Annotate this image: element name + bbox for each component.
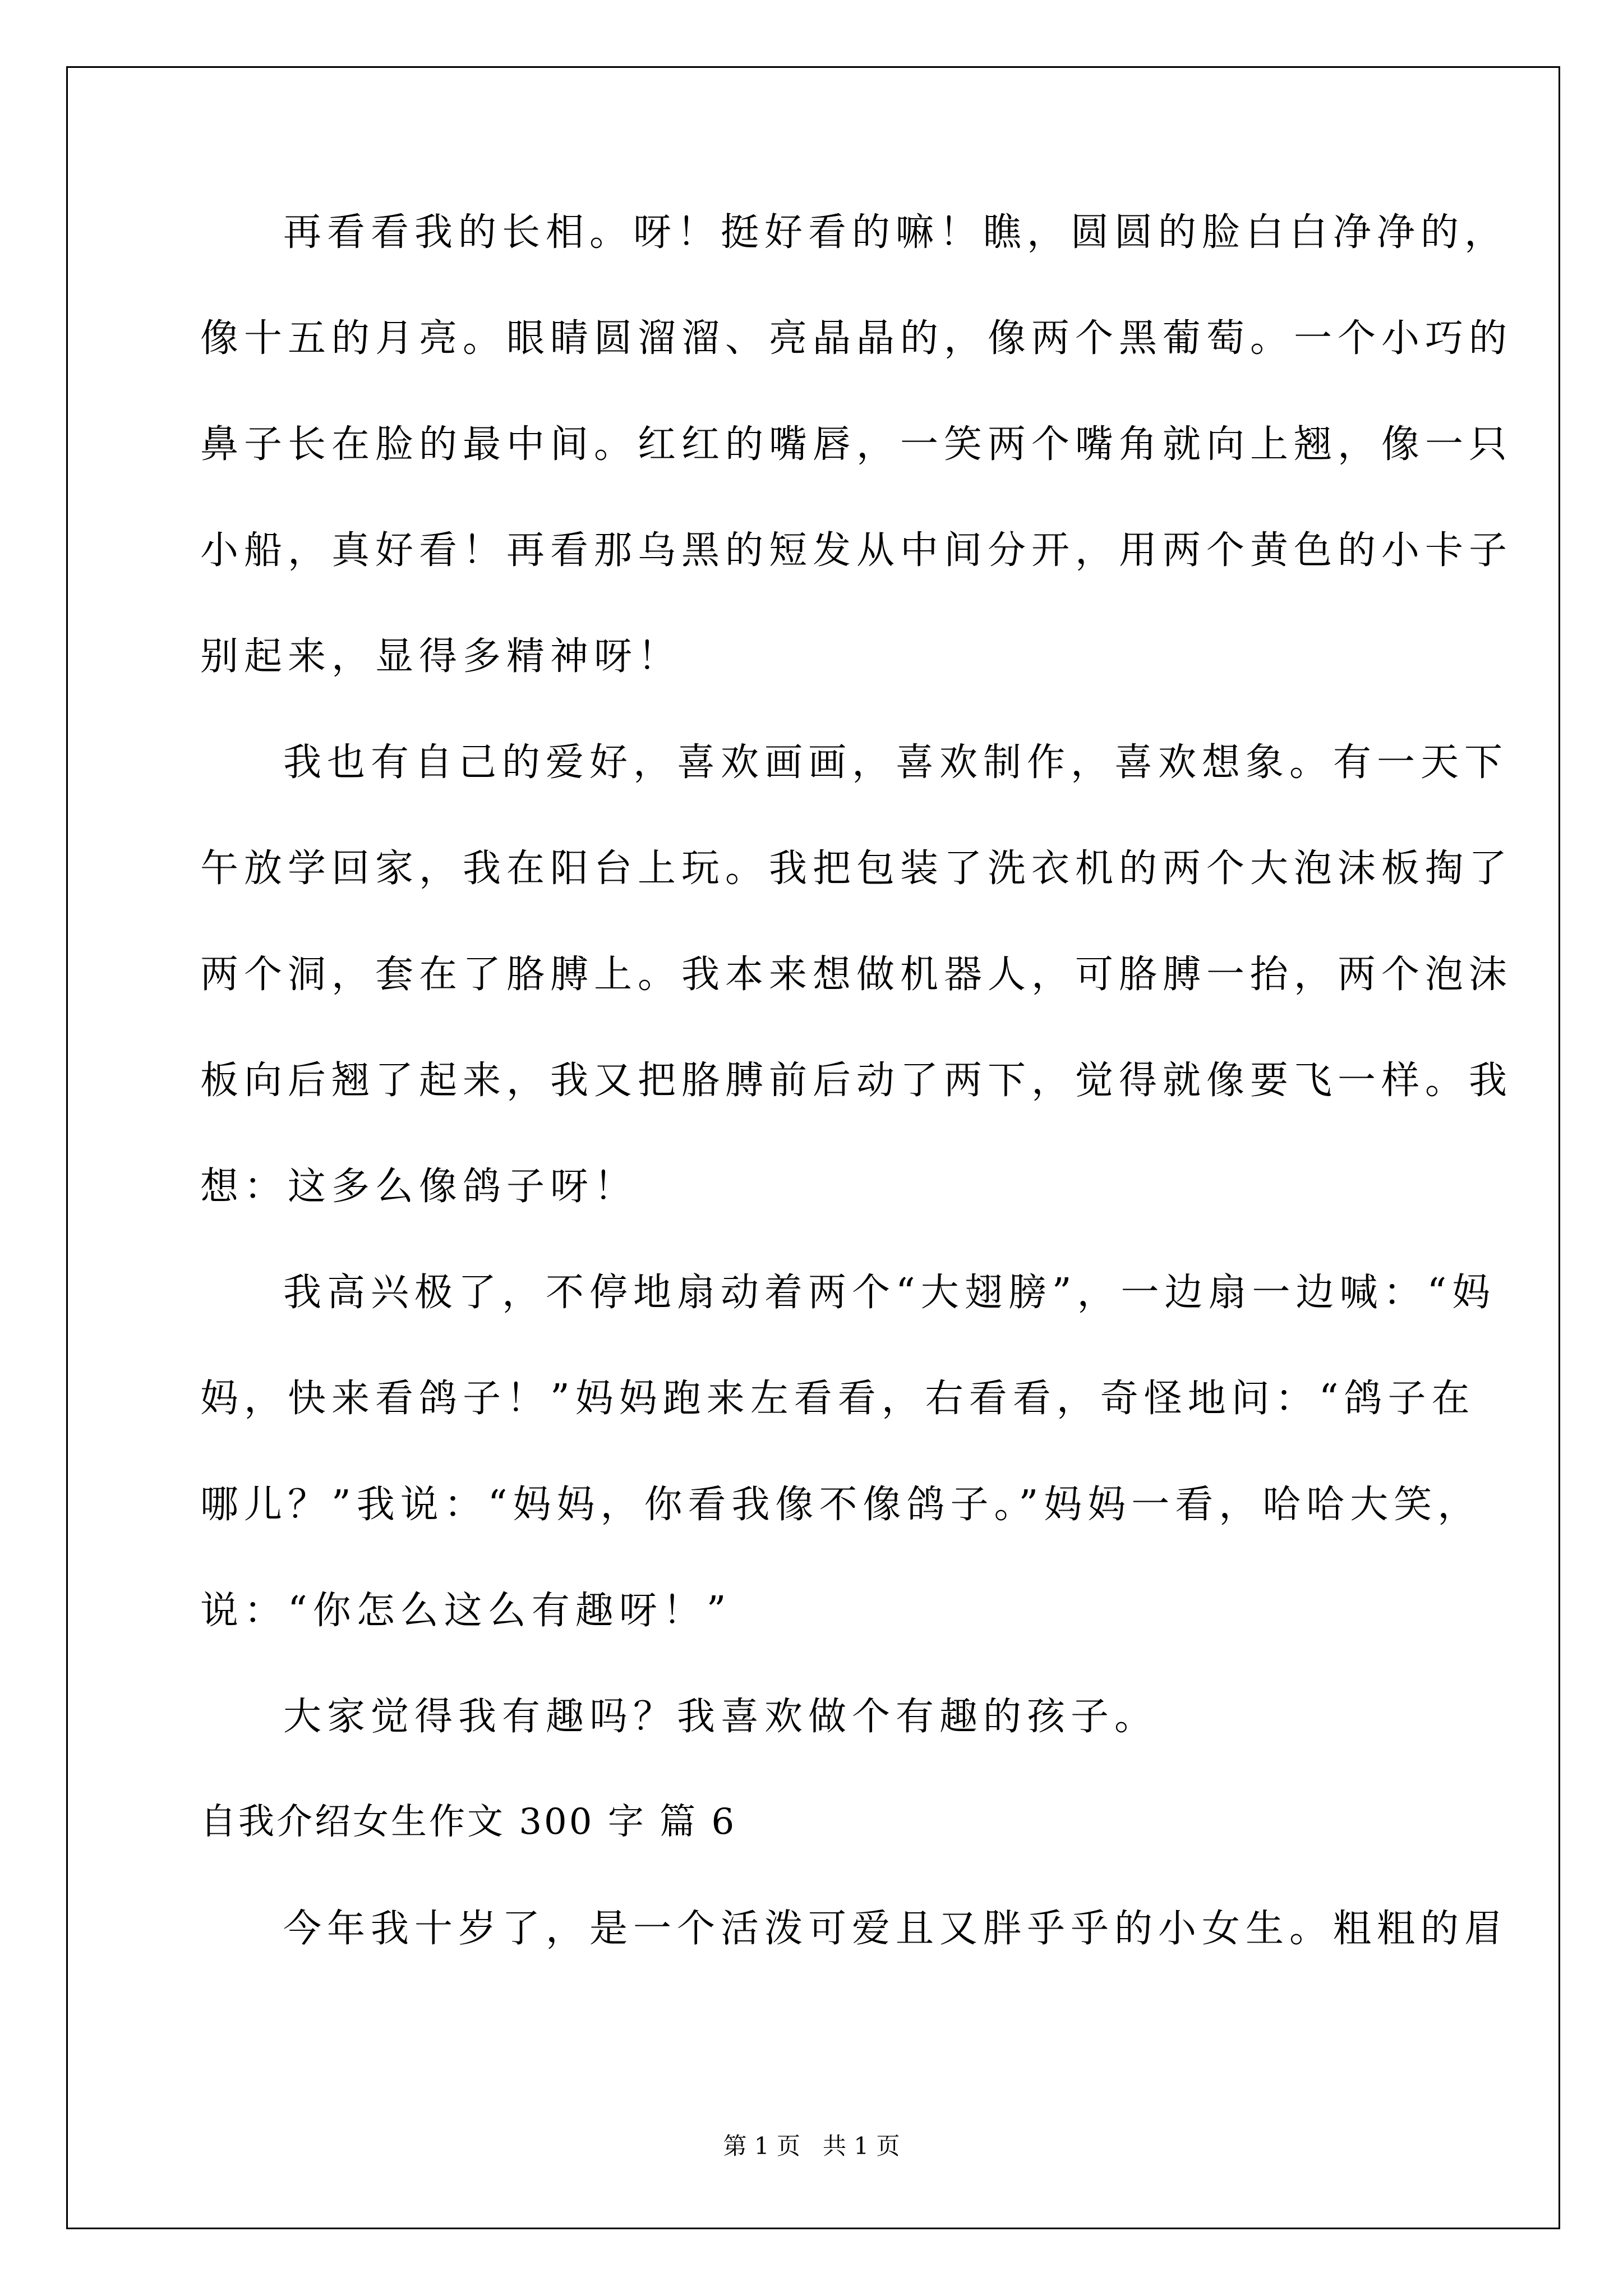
paragraph-1-line-1: 再看看我的长相。呀！挺好看的嘛！瞧，圆圆的脸白白净净的， (283, 210, 1509, 255)
paragraph-4-line-1: 大家觉得我有趣吗？我喜欢做个有趣的孩子。 (283, 1695, 1159, 1739)
paragraph-3-line-2: 妈，快来看鸽子！”妈妈跑来左看看，右看看，奇怪地问：“鸽子在 (200, 1377, 1476, 1421)
paragraph-3-line-1: 我高兴极了，不停地扇动着两个“大翅膀”，一边扇一边喊：“妈 (283, 1271, 1496, 1315)
section-heading: 自我介绍女生作文 300 字 篇 6 (200, 1801, 737, 1843)
paragraph-3-line-3: 哪儿？”我说：“妈妈，你看我像不像鸽子。”妈妈一看，哈哈大笑， (200, 1483, 1482, 1527)
paragraph-1-line-2: 像十五的月亮。眼睛圆溜溜、亮晶晶的，像两个黑葡萄。一个小巧的 (200, 316, 1513, 361)
paragraph-3-line-4: 说：“你怎么这么有趣呀！” (200, 1589, 732, 1633)
paragraph-1-line-3: 鼻子长在脸的最中间。红红的嘴唇，一笑两个嘴角就向上翘，像一只 (200, 422, 1513, 467)
page-footer: 第 1 页 共 1 页 (723, 2132, 900, 2160)
paragraph-1-line-4: 小船，真好看！再看那乌黑的短发从中间分开，用两个黄色的小卡子 (200, 528, 1513, 573)
paragraph-5-line-1: 今年我十岁了，是一个活泼可爱且又胖乎乎的小女生。粗粗的眉 (283, 1907, 1509, 1951)
page-border (66, 66, 1560, 2229)
paragraph-2-line-2: 午放学回家，我在阳台上玩。我把包装了洗衣机的两个大泡沫板掏了 (200, 846, 1513, 891)
paragraph-2-line-5: 想：这多么像鸽子呀！ (200, 1165, 638, 1209)
paragraph-2-line-4: 板向后翘了起来，我又把胳膊前后动了两下，觉得就像要飞一样。我 (200, 1059, 1513, 1103)
paragraph-2-line-3: 两个洞，套在了胳膊上。我本来想做机器人，可胳膊一抬，两个泡沫 (200, 953, 1513, 997)
paragraph-2-line-1: 我也有自己的爱好，喜欢画画，喜欢制作，喜欢想象。有一天下 (283, 740, 1509, 785)
paragraph-1-line-5: 别起来，显得多精神呀！ (200, 634, 682, 679)
